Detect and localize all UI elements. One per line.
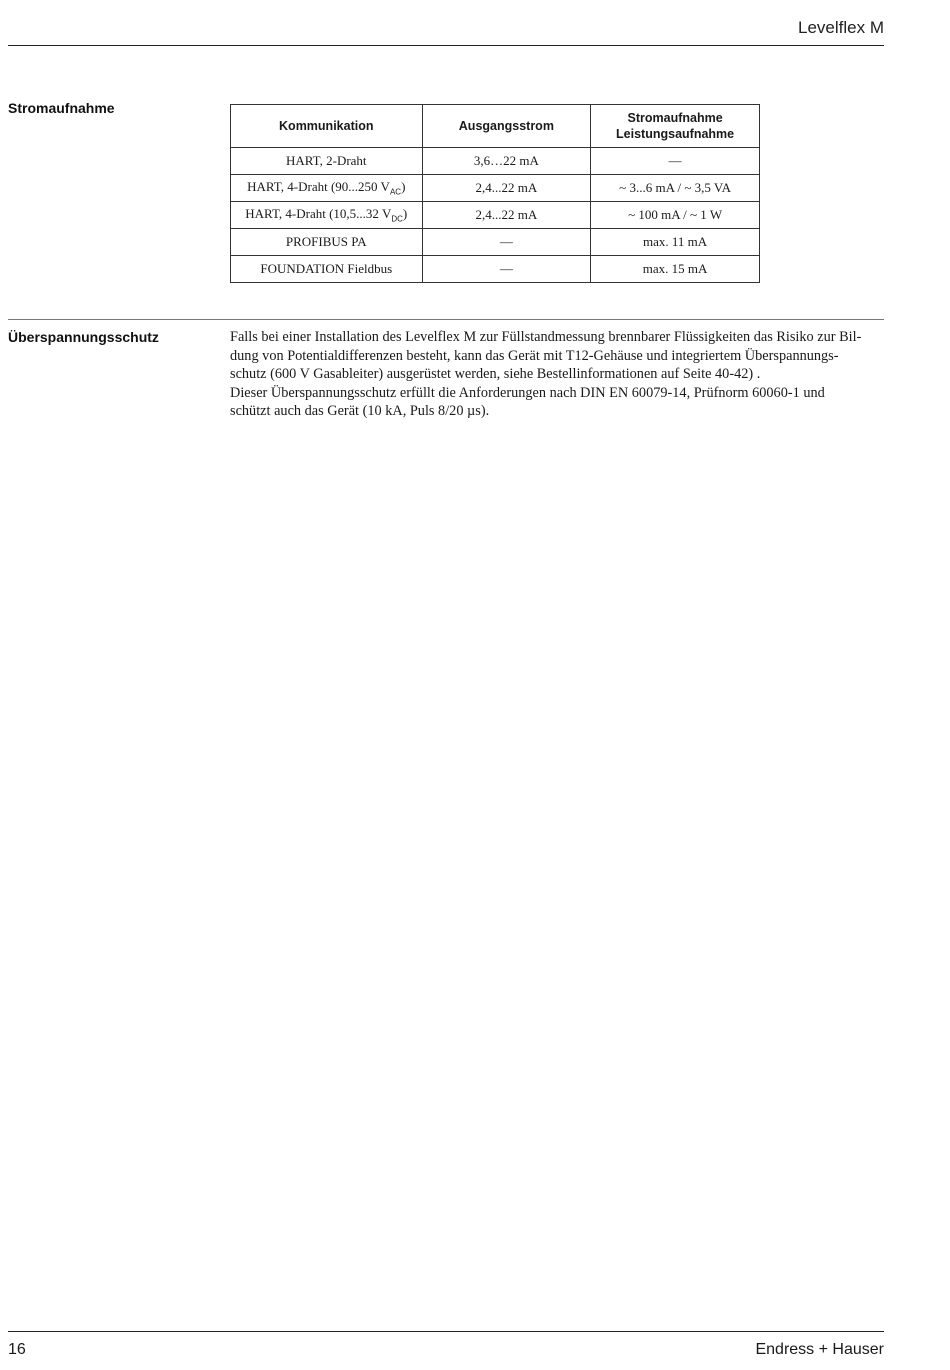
table-header-row — [231, 105, 760, 148]
table-cell-communication: HART, 2-Draht — [231, 148, 423, 175]
paragraph-line: Falls bei einer Installation des Levelflex M zur Füllstandmessung brennbarer Flüssigkeiten das Risiko zur Bil- — [230, 329, 862, 345]
voltage-subscript: DC — [391, 214, 403, 224]
table-cell-output-current: — — [422, 229, 591, 256]
voltage-subscript: AC — [389, 187, 402, 197]
footer-brand: Endress + Hauser — [755, 1341, 884, 1358]
table-header-communication: Kommunikation — [231, 105, 423, 148]
cell-text-suffix: ) — [401, 179, 406, 195]
surge-protection-paragraph — [230, 328, 884, 421]
table-header-power-consumption — [591, 105, 760, 148]
table-row — [231, 229, 760, 256]
paragraph-line: schutz (600 V Gasableiter) ausgerüstet werden, siehe Bestellinformationen auf Seite 40-42) . — [230, 366, 761, 382]
section-label-stromaufnahme: Stromaufnahme — [8, 100, 115, 116]
table-cell-power: — — [591, 148, 760, 175]
section-divider-left — [8, 319, 884, 320]
cell-text: HART, 4-Draht (90...250 V — [247, 179, 390, 195]
table-cell-output-current: 3,6…22 mA — [422, 148, 591, 175]
table-cell-output-current: 2,4...22 mA — [422, 175, 591, 202]
table-cell-communication: PROFIBUS PA — [231, 229, 423, 256]
paragraph-line: Dieser Überspannungsschutz erfüllt die Anforderungen nach DIN EN 60079-14, Prüfnorm 60060-1 und — [230, 384, 825, 401]
table-row — [231, 175, 760, 202]
table-cell-communication — [231, 202, 423, 229]
header-rule — [8, 45, 884, 46]
table-header-power-draw: Leistungsaufnahme — [616, 127, 735, 141]
power-consumption-table — [230, 104, 760, 283]
table-cell-output-current: — — [422, 256, 591, 283]
table-row — [231, 148, 760, 175]
document-header-title: Levelflex M — [798, 18, 884, 37]
table-cell-power: max. 11 mA — [591, 229, 760, 256]
paragraph-line: dung von Potentialdifferenzen besteht, kann das Gerät mit T12-Gehäuse und integriertem Überspannungs- — [230, 347, 839, 364]
table-cell-power: ~ 100 mA / ~ 1 W — [591, 202, 760, 229]
section-label-ueberspannungsschutz: Überspannungsschutz — [8, 329, 159, 345]
table-header-output-current: Ausgangsstrom — [422, 105, 591, 148]
table-row — [231, 256, 760, 283]
table-cell-power: max. 15 mA — [591, 256, 760, 283]
table-cell-power: ~ 3...6 mA / ~ 3,5 VA — [591, 175, 760, 202]
table-row — [231, 202, 760, 229]
paragraph-line: schützt auch das Gerät (10 kA, Puls 8/20 µs). — [230, 403, 490, 419]
footer-rule — [8, 1331, 884, 1332]
table-header-current-consumption: Stromaufnahme — [627, 111, 723, 125]
table-cell-output-current: 2,4...22 mA — [422, 202, 591, 229]
cell-text-suffix: ) — [402, 206, 408, 222]
table-cell-communication: FOUNDATION Fieldbus — [231, 256, 423, 283]
table-cell-communication — [231, 175, 423, 202]
page-number: 16 — [8, 1341, 26, 1358]
cell-text: HART, 4-Draht (10,5...32 V — [245, 206, 392, 222]
